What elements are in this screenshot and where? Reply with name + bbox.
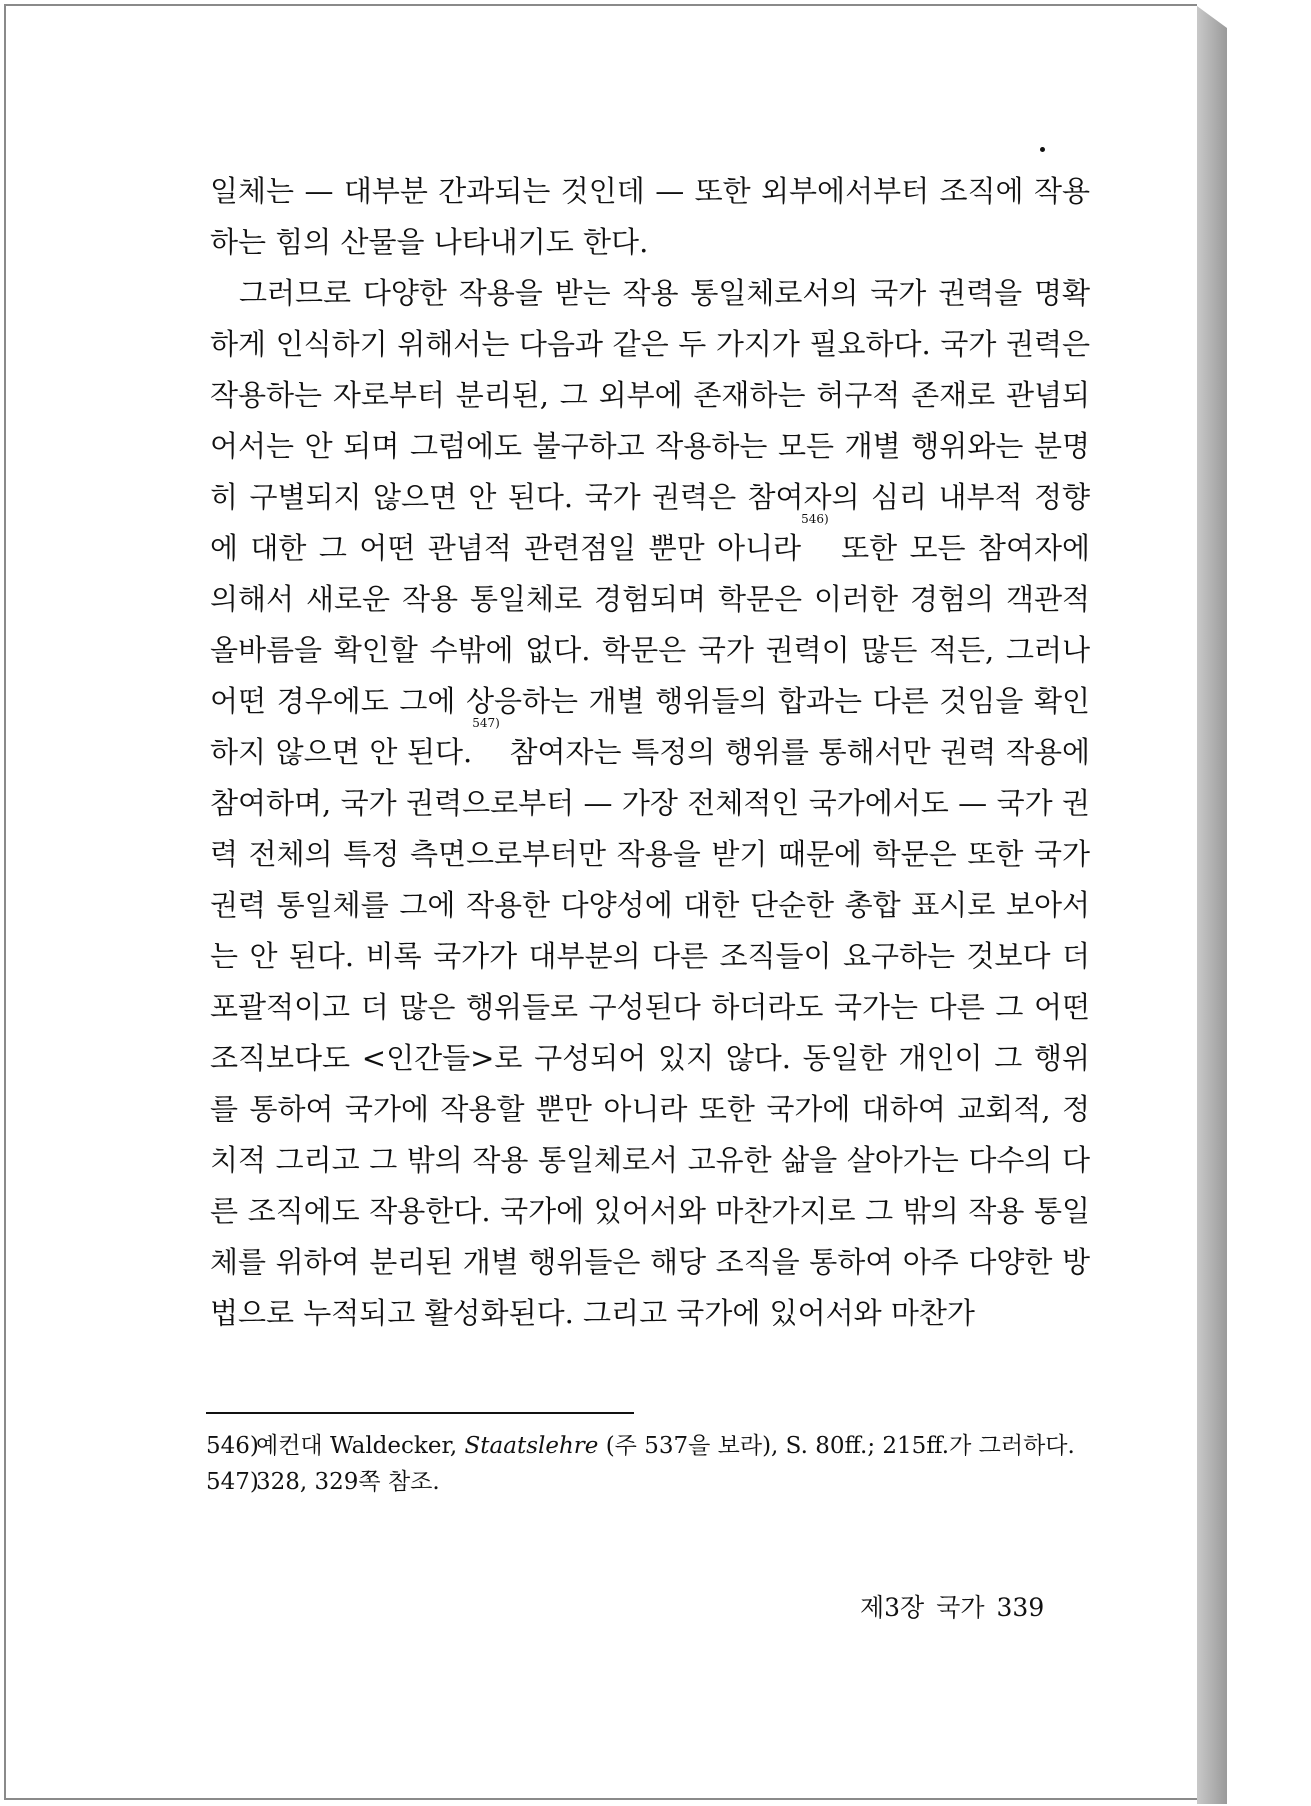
paragraph-2 [210,268,1090,1339]
footnote-text-before: 예컨대 Waldecker, [256,1433,465,1459]
body-text [210,166,1090,1339]
paragraph-2-part-2: 또한 모든 참여자에 의해서 새로운 작용 통일체로 경험되며 학문은 이러한 경험의 객관적 올바름을 확인할 수밖에 없다. 학문은 국가 권력이 많든 적든, 그러나 어떤 경우에도 그에 상응하는 개별 행위들의 합과는 다른 것임을 확인하지 않으면 안 된다. [210,531,1090,769]
footnote-546 [206,1428,1096,1464]
footnote-number: 546) [206,1433,259,1459]
footnote-divider [206,1412,634,1414]
footnotes [206,1428,1096,1500]
running-footer [860,1588,1044,1624]
footnote-ref-546: 546) [801,512,829,526]
footnote-number: 547) [206,1469,259,1495]
paragraph-1: 일체는 — 대부분 간과되는 것인데 — 또한 외부에서부터 조직에 작용하는 힘의 산물을 나타내기도 한다. [210,174,1090,259]
footnote-547 [206,1464,1096,1500]
page-edge [1197,6,1227,1804]
footnote-text [256,1428,1096,1464]
footer-section: 국가 [936,1593,985,1622]
footnote-text-after: (주 537을 보라), S. 80ff.; 215ff.가 그러하다. [598,1433,1075,1459]
paragraph-2-part-3: 참여자는 특정의 행위를 통해서만 권력 작용에 참여하며, 국가 권력으로부터 — 가장 전체적인 국가에서도 — 국가 권력 전체의 특정 측면으로부터만 작용을 받기 때문에 학문은 또한 국가 권력 통일체를 그에 작용한 다양성에 대한 단순한 총합 표시로 보아서는 안 된다. 비록 국가가 대부분의 다른 조직들이 요구하는 것보다 더 포괄적이고 더 많은 행위들로 구성된다 하더라도 국가는 다른 그 어떤 조직보다도 <인간들>로 구성되어 있지 않다. 동일한 개인이 그 행위를 통하여 국가에 작용할 뿐만 아니라 또한 국가에 대하여 교회적, 정치적 그리고 그 밖의 작용 통일체로서 고유한 삶을 살아가는 다수의 다른 조직에도 작용한다. 국가에 있어서와 마찬가지로 그 밖의 작용 통일체를 위하여 분리된 개별 행위들은 해당 조직을 통하여 아주 다양한 방법으로 누적되고 활성화된다. 그리고 국가에 있어서와 마찬가 [210,735,1090,1330]
footnote-ref-547: 547) [472,716,500,730]
footnote-text: 328, 329쪽 참조. [256,1469,440,1495]
page-number: 339 [996,1593,1045,1622]
footnote-italic-title: Staatslehre [464,1433,599,1459]
paragraph-2-part-1: 그러므로 다양한 작용을 받는 작용 통일체로서의 국가 권력을 명확하게 인식하기 위해서는 다음과 같은 두 가지가 필요하다. 국가 권력은 작용하는 자로부터 분리된, 그 외부에 존재하는 허구적 존재로 관념되어서는 안 되며 그럼에도 불구하고 작용하는 모든 개별 행위와는 분명히 구별되지 않으면 안 된다. 국가 권력은 참여자의 심리 내부적 정향에 대한 그 어떤 관념적 관련점일 뿐만 아니라 [210,276,1090,565]
print-mark-dot [1040,147,1045,152]
footer-chapter: 제3장 [860,1593,925,1622]
